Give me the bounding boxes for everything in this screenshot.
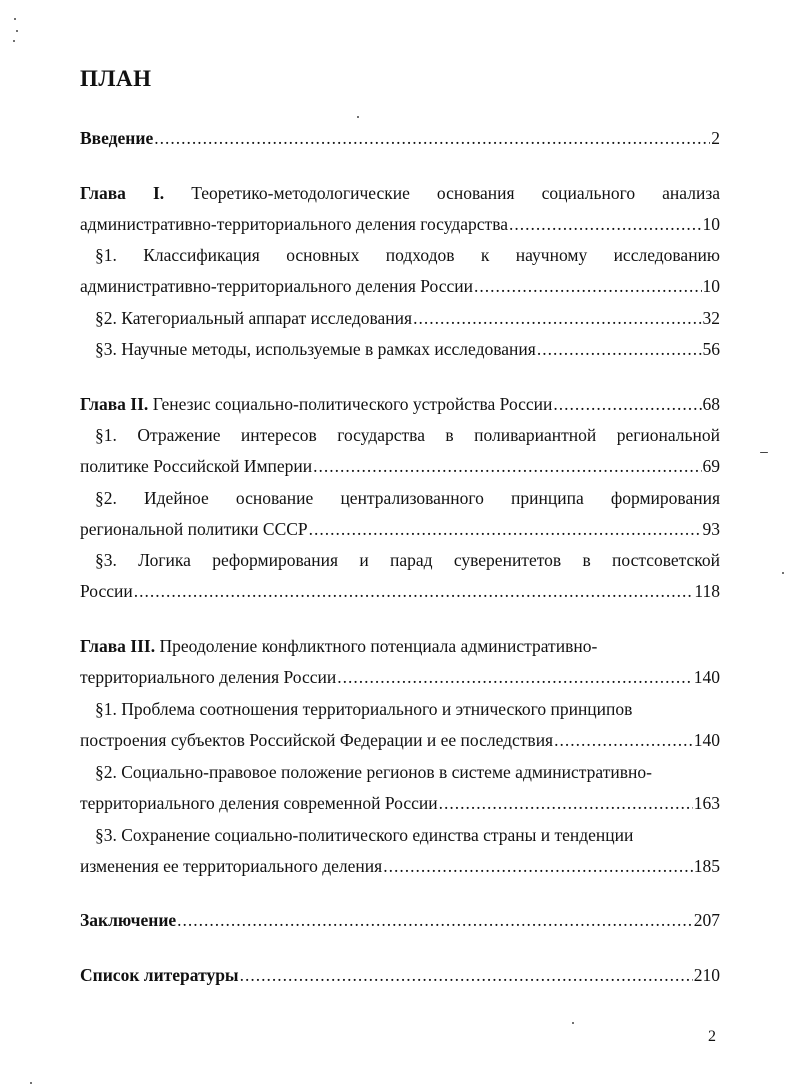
scan-speck [572, 1022, 574, 1024]
section-title-part: §1. Классификация основных подходов к научному исследованию [95, 245, 720, 265]
section-title-part: §3. Логика реформирования и парад суверенитетов в постсоветской [95, 550, 720, 570]
section-title-part: §2. Социально-правовое положение регионов в системе административно- [95, 762, 652, 782]
section-title-part: §1. Проблема соотношения территориального и этнического принципов [95, 699, 633, 719]
toc-page: 56 [702, 339, 720, 359]
leader-dots [383, 854, 693, 878]
toc-chapter-3-line1 [80, 634, 720, 658]
toc-entry-bibliography [80, 963, 720, 987]
leader-dots [337, 665, 692, 689]
toc-page: 68 [702, 394, 720, 414]
chapter-title-part: Преодоление конфликтного потенциала административно- [159, 636, 598, 656]
toc-chapter-1-line2 [80, 212, 720, 236]
chapter-title [80, 392, 552, 416]
toc-page: 163 [693, 793, 720, 813]
toc-section-1-1-line1 [95, 243, 720, 267]
leader-dots [413, 306, 701, 330]
leader-dots [177, 908, 693, 932]
section-title-part: административно-территориального деления России [80, 276, 474, 296]
toc-entry-intro [80, 126, 720, 150]
section-title-part: §3. Сохранение социально-политического единства страны и тенденции [95, 825, 634, 845]
chapter-label: Глава II. [80, 394, 149, 414]
leader-dots [240, 963, 693, 987]
leader-dots [313, 454, 701, 478]
chapter-title-part: Теоретико-методологические основания социального анализа [191, 183, 720, 203]
scan-speck [357, 116, 359, 118]
chapter-title-part: административно-территориального деления государства [80, 214, 509, 234]
toc-section-2-2-line2 [80, 517, 720, 541]
scan-speck [16, 30, 18, 32]
page-number: 2 [708, 1028, 716, 1045]
scan-speck [30, 1082, 32, 1084]
toc-section-1-1-line2 [80, 274, 720, 298]
toc-page: 32 [702, 308, 720, 328]
leader-dots [309, 517, 702, 541]
toc-page: 118 [694, 581, 720, 601]
leader-dots [154, 126, 710, 150]
toc-section-2-1-line1 [95, 423, 720, 447]
section-title-part: построения субъектов Российской Федерации и ее последствия [80, 730, 554, 750]
leader-dots [537, 337, 702, 361]
section-title-part: России [80, 581, 133, 601]
toc-page: 140 [693, 667, 720, 687]
section-title-part: изменения ее территориального деления [80, 856, 383, 876]
toc-section-3-3-line2 [80, 854, 720, 878]
toc-chapter-3-line2 [80, 665, 720, 689]
section-title: §2. Категориальный аппарат исследования [95, 308, 413, 328]
section-title: §3. Научные методы, используемые в рамках исследования [95, 339, 536, 359]
toc-section-3-3-line1 [95, 823, 720, 847]
scan-speck [14, 18, 16, 20]
chapter-label: Глава III. [80, 636, 156, 656]
toc-page: 210 [693, 965, 720, 985]
toc-section-3-1-line1 [95, 697, 720, 721]
chapter-title-part: территориального деления России [80, 667, 337, 687]
section-title-part: территориального деления современной России [80, 793, 438, 813]
toc-section-3-2-line1 [95, 760, 720, 784]
toc-section-3-2-line2 [80, 791, 720, 815]
section-title-part: политике Российской Империи [80, 456, 313, 476]
page-title: ПЛАН [80, 66, 152, 91]
toc-section-3-1-line2 [80, 728, 720, 752]
toc-section-2-1-line2 [80, 454, 720, 478]
leader-dots [474, 274, 701, 298]
toc-label: Заключение [80, 910, 177, 930]
toc-page: 93 [702, 519, 720, 539]
toc-section-2-3-line1 [95, 548, 720, 572]
toc-label: Введение [80, 128, 154, 148]
leader-dots [134, 579, 694, 603]
chapter-title-part: Генезис социально-политического устройства России [152, 394, 553, 414]
leader-dots [439, 791, 693, 815]
toc-label: Список литературы [80, 965, 239, 985]
scan-speck [760, 452, 768, 453]
toc-section-1-3 [95, 337, 720, 361]
toc-chapter-2 [80, 392, 720, 416]
scan-speck [782, 572, 784, 574]
section-title-part: региональной политики СССР [80, 519, 308, 539]
toc-page: 10 [702, 276, 720, 296]
chapter-label: Глава I. [80, 183, 165, 203]
toc-page: 2 [711, 128, 720, 148]
leader-dots [509, 212, 701, 236]
toc-section-2-3-line2 [80, 579, 720, 603]
toc-page: 69 [702, 456, 720, 476]
section-title-part: §2. Идейное основание централизованного принципа формирования [95, 488, 720, 508]
section-title-part: §1. Отражение интересов государства в поливариантной региональной [95, 425, 720, 445]
leader-dots [554, 728, 693, 752]
toc-chapter-1-line1 [80, 181, 720, 205]
toc-page: 185 [693, 856, 720, 876]
toc-section-1-2 [95, 306, 720, 330]
toc-page: 207 [693, 910, 720, 930]
toc-entry-conclusion [80, 908, 720, 932]
toc-page: 10 [702, 214, 720, 234]
leader-dots [553, 392, 701, 416]
toc-page: 140 [693, 730, 720, 750]
toc-section-2-2-line1 [95, 486, 720, 510]
scan-speck [13, 40, 15, 42]
